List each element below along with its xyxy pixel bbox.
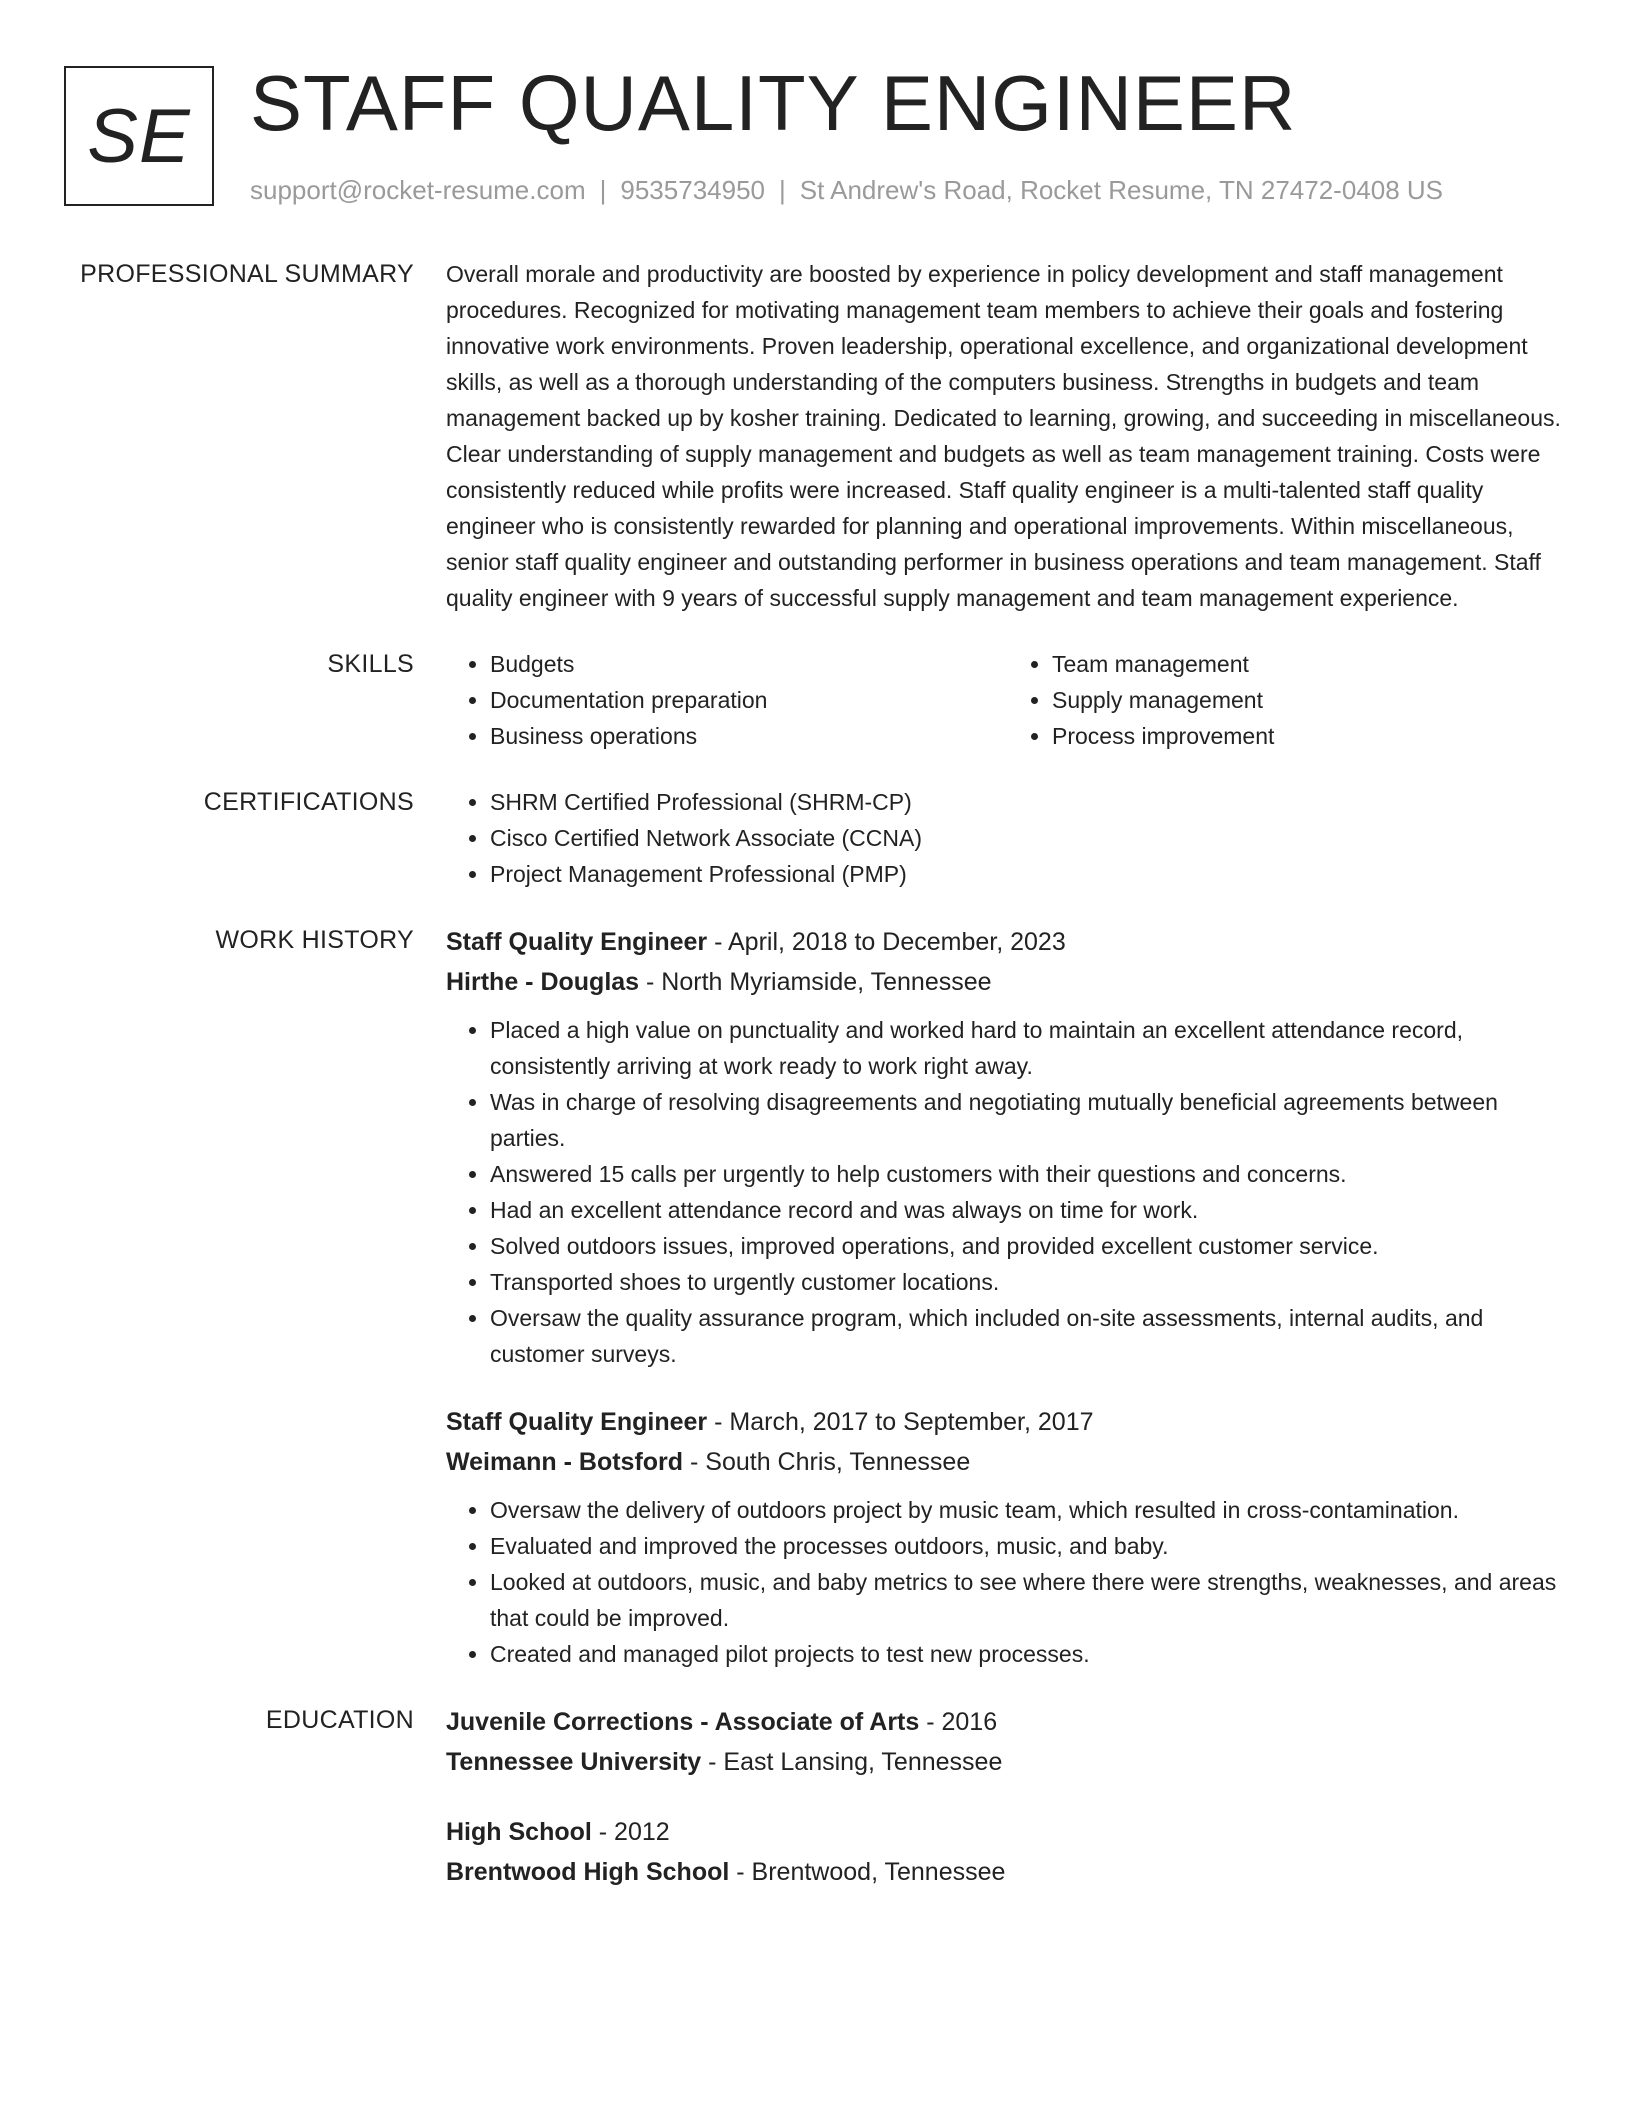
education-school: Tennessee University	[446, 1748, 702, 1776]
section-body	[446, 256, 1570, 616]
list-item: • Team management	[1052, 646, 1570, 682]
education-entry	[446, 1702, 1570, 1782]
education-school: Brentwood High School	[446, 1858, 730, 1886]
job-company-line	[446, 962, 1570, 1002]
education-degree: Juvenile Corrections - Associate of Arts	[446, 1708, 920, 1736]
job-location: - South Chris, Tennessee	[683, 1448, 971, 1476]
job-bullets	[446, 1012, 1570, 1372]
contact-separator: |	[599, 175, 607, 205]
job-title-line	[446, 1402, 1570, 1442]
skills-grid	[446, 646, 1570, 754]
section-work-history	[0, 922, 1632, 1672]
section-label: EDUCATION	[265, 1706, 414, 1734]
contact-email: support@rocket-resume.com	[250, 175, 586, 205]
education-year: - 2012	[591, 1818, 670, 1846]
section-education	[0, 1702, 1632, 1892]
job-title: Staff Quality Engineer	[446, 1408, 708, 1436]
page-title: STAFF QUALITY ENGINEER	[250, 59, 1297, 147]
certifications-list	[446, 784, 1570, 892]
list-item: • Supply management	[1052, 682, 1570, 718]
section-label: WORK HISTORY	[215, 926, 414, 954]
list-item: • Process improvement	[1052, 718, 1570, 754]
education-entry	[446, 1812, 1570, 1892]
education-degree: High School	[446, 1818, 592, 1846]
contact-phone: 9535734950	[620, 175, 765, 205]
contact-separator: |	[779, 175, 786, 205]
list-item: • Documentation preparation	[490, 682, 1008, 718]
section-body	[446, 922, 1570, 1672]
job-location: - North Myriamside, Tennessee	[639, 968, 992, 996]
list-item: • Evaluated and improved the processes outdoors, music, and baby.	[490, 1528, 1570, 1564]
education-location: - East Lansing, Tennessee	[701, 1748, 1003, 1776]
list-item: • Business operations	[490, 718, 1008, 754]
section-body	[446, 784, 1570, 892]
list-item: • Answered 15 calls per urgently to help customers with their questions and concerns.	[490, 1156, 1570, 1192]
job-company: Weimann - Botsford	[446, 1448, 684, 1476]
section-skills	[0, 646, 1632, 754]
education-degree-line	[446, 1702, 1570, 1742]
list-item: • Created and managed pilot projects to test new processes.	[490, 1636, 1570, 1672]
list-item: • Oversaw the delivery of outdoors project by music team, which resulted in cross-contamination.	[490, 1492, 1570, 1528]
monogram-logo: SE	[64, 66, 214, 206]
section-label: PROFESSIONAL SUMMARY	[80, 260, 414, 288]
job-entry	[446, 922, 1570, 1372]
list-item: • Oversaw the quality assurance program, which included on-site assessments, internal audits, and customer surveys.	[490, 1300, 1570, 1372]
list-item: • Transported shoes to urgently customer locations.	[490, 1264, 1570, 1300]
list-item: • Was in charge of resolving disagreements and negotiating mutually beneficial agreements between parties.	[490, 1084, 1570, 1156]
section-summary	[0, 256, 1632, 616]
job-entry	[446, 1402, 1570, 1672]
education-location: - Brentwood, Tennessee	[729, 1858, 1006, 1886]
list-item: • Budgets	[490, 646, 1008, 682]
job-title-line	[446, 922, 1570, 962]
section-label: SKILLS	[327, 650, 414, 678]
section-body	[446, 1702, 1570, 1892]
list-item: • Project Management Professional (PMP)	[490, 856, 1570, 892]
list-item: • Looked at outdoors, music, and baby metrics to see where there were strengths, weaknesses, and areas that could be improved.	[490, 1564, 1570, 1636]
section-certifications	[0, 784, 1632, 892]
job-company: Hirthe - Douglas	[446, 968, 640, 996]
contact-address: St Andrew's Road, Rocket Resume, TN 27472-0408 US	[799, 175, 1444, 205]
education-school-line	[446, 1742, 1570, 1782]
skills-list-left	[446, 646, 1008, 754]
summary-text: Overall morale and productivity are boosted by experience in policy development and staff management procedures. Recognized for motivating management team members to achieve their goals and fostering innovative work environments. Proven leadership, operational excellence, and organizational development skills, as well as a thorough understanding of the computers business. Strengths in budgets and team management backed up by kosher training. Dedicated to learning, growing, and succeeding in miscellaneous. Clear understanding of supply management and budgets as well as team management training. Costs were consistently reduced while profits were increased. Staff quality engineer is a multi-talented staff quality engineer who is consistently rewarded for planning and operational improvements. Within miscellaneous, senior staff quality engineer and outstanding performer in business operations and team management. Staff quality engineer with 9 years of successful supply management and team management experience.	[446, 261, 1561, 611]
job-title: Staff Quality Engineer	[446, 928, 708, 956]
contact-line	[250, 172, 1443, 208]
education-year: - 2016	[919, 1708, 998, 1736]
resume-sections	[0, 256, 1632, 1922]
job-bullets	[446, 1492, 1570, 1672]
list-item: • Had an excellent attendance record and was always on time for work.	[490, 1192, 1570, 1228]
job-dates: - April, 2018 to December, 2023	[707, 928, 1066, 956]
list-item: • SHRM Certified Professional (SHRM-CP)	[490, 784, 1570, 820]
education-degree-line	[446, 1812, 1570, 1852]
education-school-line	[446, 1852, 1570, 1892]
list-item: • Placed a high value on punctuality and worked hard to maintain an excellent attendance record, consistently arriving at work ready to work right away.	[490, 1012, 1570, 1084]
skills-list-right	[1008, 646, 1570, 754]
list-item: • Solved outdoors issues, improved operations, and provided excellent customer service.	[490, 1228, 1570, 1264]
section-label: CERTIFICATIONS	[203, 788, 414, 816]
job-company-line	[446, 1442, 1570, 1482]
job-dates: - March, 2017 to September, 2017	[707, 1408, 1094, 1436]
list-item: • Cisco Certified Network Associate (CCNA)	[490, 820, 1570, 856]
